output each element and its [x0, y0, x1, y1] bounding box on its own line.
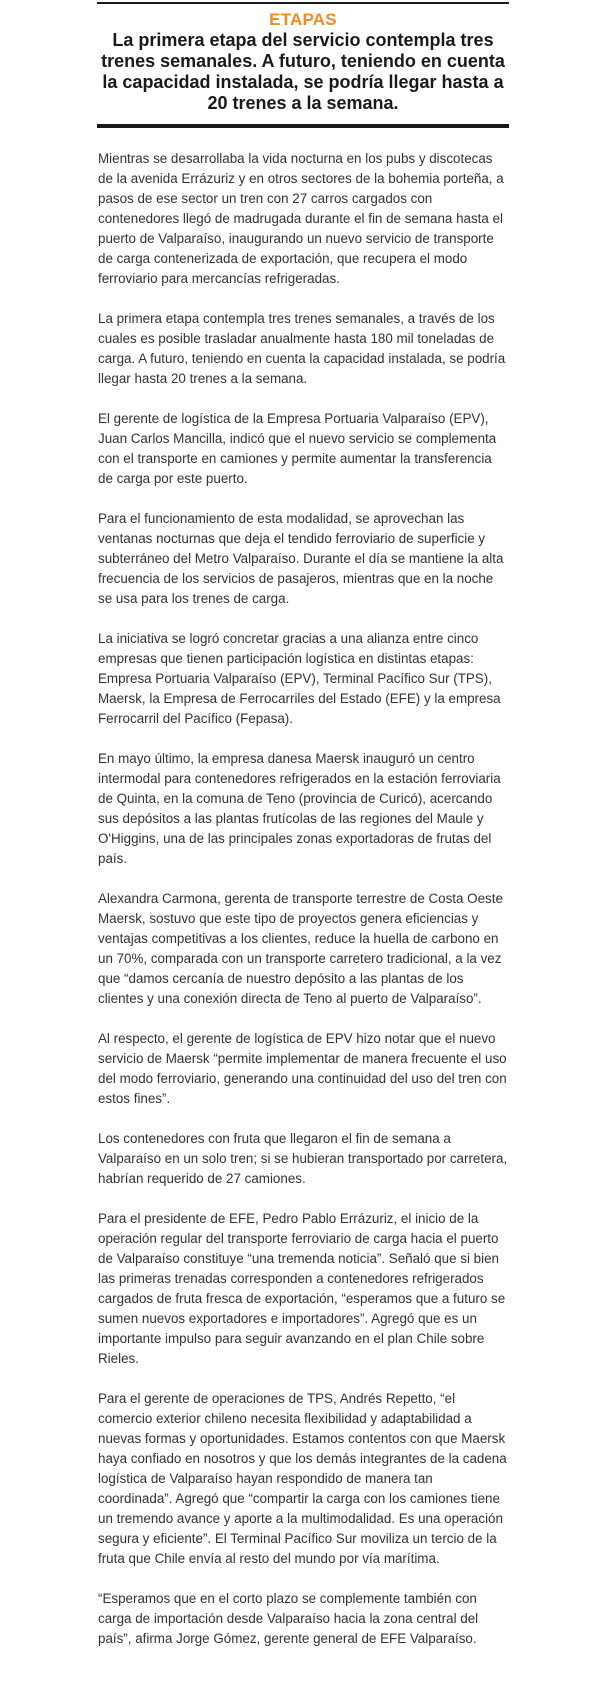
article-paragraph: En mayo último, la empresa danesa Maersk inauguró un centro intermodal para contenedores refrigerados en la estación ferroviaria de Quinta, en la comuna de Teno (provincia de Curicó), acercando sus depósitos a las plantas frutícolas de las regiones del Maule y O'Higgins, una de las principales zonas exportadoras de frutas del país.: [98, 751, 501, 866]
article-paragraph: Para el presidente de EFE, Pedro Pablo Errázuriz, el inicio de la operación regular del transporte ferroviario de carga hacia el puerto de Valparaíso constituye “una tremenda noticia”. Señaló que si bien las primeras trenadas corresponden a contenedores refrigerados cargados de fruta fresca de exportación, “esperamos que a futuro se sumen nuevos exportadores e importadores”. Agregó que es un importante impulso para seguir avanzando en el plan Chile sobre Rieles.: [98, 1211, 506, 1366]
article-paragraph: Para el gerente de operaciones de TPS, Andrés Repetto, “el comercio exterior chileno necesita flexibilidad y adaptabilidad a nuevas formas y oportunidades. Estamos contentos con que Maersk haya confiado en nosotros y que los demás integrantes de la cadena logística de Valparaíso hayan respondido de manera tan coordinada”. Agregó que “compartir la carga con los camiones tiene un tremendo avance y aporte a la multimodalidad. Es una operación segura y eficiente”. El Terminal Pacífico Sur moviliza un tercio de la fruta que Chile envía al resto del mundo por vía marítima.: [98, 1391, 507, 1566]
article-paragraph: Para el funcionamiento de esta modalidad, se aprovechan las ventanas nocturnas que deja el tendido ferroviario de superficie y subterráneo del Metro Valparaíso. Durante el día se mantiene la alta frecuencia de los servicios de pasajeros, mientras que en la noche se usa para los trenes de carga.: [98, 511, 504, 606]
article-paragraph: La primera etapa contempla tres trenes semanales, a través de los cuales es posible trasladar anualmente hasta 180 mil toneladas de carga. A futuro, teniendo en cuenta la capacidad instalada, se podría llegar hasta 20 trenes a la semana.: [98, 311, 506, 386]
section-label: ETAPAS: [269, 10, 337, 29]
article-body: [98, 149, 510, 1669]
pull-quote-box: [97, 2, 509, 128]
article-paragraph: Mientras se desarrollaba la vida nocturna en los pubs y discotecas de la avenida Errázuriz y en otros sectores de la bohemia porteña, a pasos de ese sector un tren con 27 carros cargados con contenedores llegó de madrugada durante el fin de semana hasta el puerto de Valparaíso, inaugurando un nuevo servicio de transporte de carga contenerizada de exportación, que recupera el modo ferroviario para mercancías refrigeradas.: [98, 151, 504, 286]
article-paragraph: Alexandra Carmona, gerenta de transporte terrestre de Costa Oeste Maersk, sostuvo que este tipo de proyectos genera eficiencias y ventajas competitivas a los clientes, reduce la huella de carbono en un 70%, comparada con un transporte carretero tradicional, a la vez que “damos cercanía de nuestro depósito a las plantas de los clientes y una conexión directa de Teno al puerto de Valparaíso”.: [98, 891, 503, 1006]
article-paragraph: Los contenedores con fruta que llegaron el fin de semana a Valparaíso en un solo tren; si se hubieran transportado por carretera, habrían requerido de 27 camiones.: [98, 1131, 508, 1186]
pull-quote-text: La primera etapa del servicio contempla tres trenes semanales. A futuro, teniendo en cuenta la capacidad instalada, se podría llegar hasta a 20 trenes a la semana.: [101, 30, 505, 113]
article-paragraph: Al respecto, el gerente de logística de EPV hizo notar que el nuevo servicio de Maersk “permite implementar de manera frecuente el uso del modo ferroviario, generando una continuidad del uso del tren con estos fines”.: [98, 1031, 507, 1106]
article-paragraph: “Esperamos que en el corto plazo se complemente también con carga de importación desde Valparaíso hacia la zona central del país”, afirma Jorge Gómez, gerente general de EFE Valparaíso.: [98, 1591, 479, 1646]
article-paragraph: La iniciativa se logró concretar gracias a una alianza entre cinco empresas que tienen participación logística en distintas etapas: Empresa Portuaria Valparaíso (EPV), Terminal Pacífico Sur (TPS), Maersk, la Empresa de Ferrocarriles del Estado (EFE) y la empresa Ferrocarril del Pacífico (Fepasa).: [98, 631, 501, 726]
article-paragraph: El gerente de logística de la Empresa Portuaria Valparaíso (EPV), Juan Carlos Mancilla, indicó que el nuevo servicio se complementa con el transporte en camiones y permite aumentar la transferencia de carga por este puerto.: [98, 411, 497, 486]
